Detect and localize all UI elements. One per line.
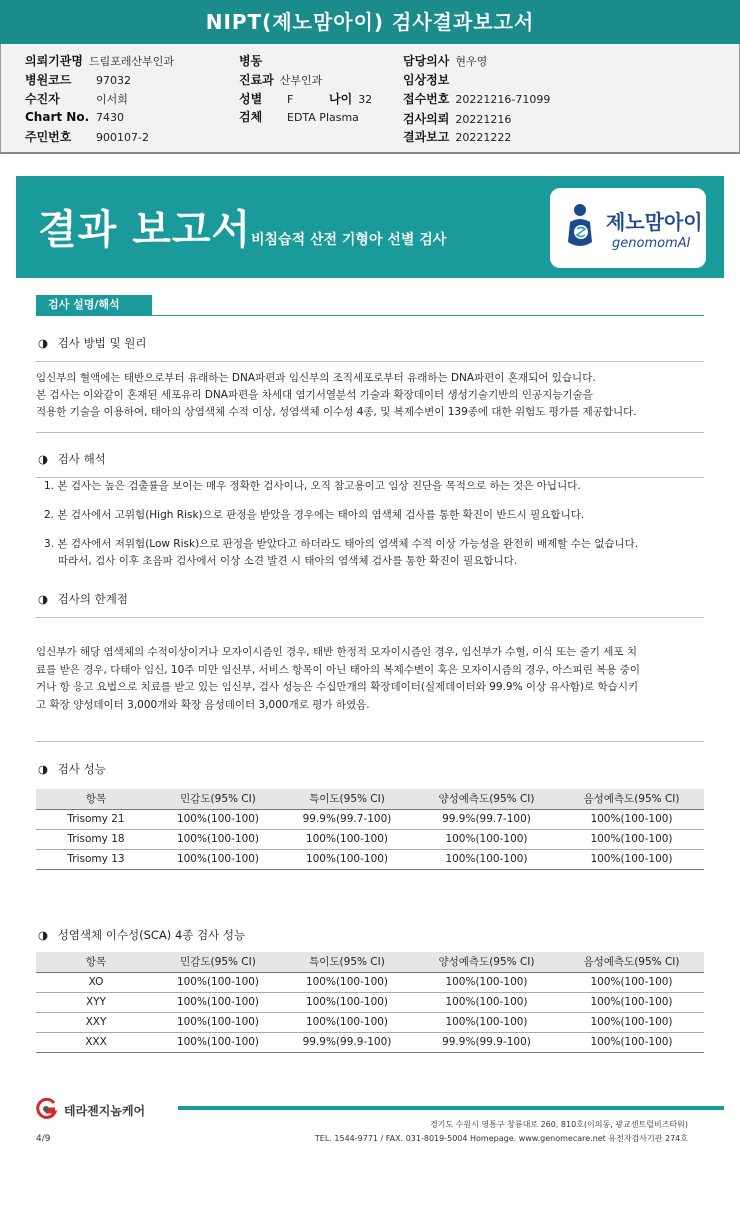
limits-heading-text: 검사의 한계점 [57, 592, 129, 606]
table-cell: 100%(100-100) [156, 1012, 280, 1032]
item-text: 본 검사에서 저위험(Low Risk)으로 판정을 받았다고 하더라도 태아의 염색체 수적 이상 가능성을 완전히 배제할 수는 없습니다. [57, 538, 639, 550]
sca-heading [38, 927, 245, 943]
limits-line: 거나 항 응고 요법으로 치료를 받고 있는 임신부, 검사 성능은 수십만개의 확장데이터(실제데이터와 99.9% 이상 유사함)로 학습시키 [36, 681, 639, 693]
list-item [44, 536, 704, 553]
item-text: 따라서, 검사 이후 초음파 검사에서 이상 소견 발견 시 태아의 염색체 검사를 통한 확진이 필요합니다. [58, 555, 518, 567]
table-header-row [36, 789, 704, 809]
hero-subtitle: 비침습적 산전 기형아 선별 검사 [251, 232, 447, 248]
table-cell: 100%(100-100) [156, 992, 280, 1012]
table-cell: XYY [36, 992, 156, 1012]
table-cell: 99.9%(99.7-100) [280, 809, 414, 829]
sca-heading-text: 성염색체 이수성(SCA) 4종 검사 성능 [57, 928, 246, 942]
logo-text-ko: 제노맘아이 [606, 210, 703, 234]
table-cell: 100%(100-100) [414, 992, 559, 1012]
sex-label: 성별 [239, 92, 263, 106]
limits-heading [38, 591, 128, 607]
column-header: 특이도(95% CI) [280, 952, 414, 972]
interpretation-heading-text: 검사 해석 [57, 452, 106, 466]
ward-field [239, 52, 268, 69]
divider [36, 741, 704, 742]
table-cell: 100%(100-100) [280, 849, 414, 869]
footer-contact: TEL. 1544-9771 / FAX. 031-8019-5004 Homepage. www.genomecare.net 유전자검사기관 274호 [314, 1134, 688, 1143]
performance-heading-text: 검사 성능 [57, 762, 106, 776]
performance-heading [38, 761, 106, 777]
table-cell: XXY [36, 1012, 156, 1032]
column-header: 민감도(95% CI) [156, 789, 280, 809]
resident-no-value: 900107-2 [96, 131, 149, 144]
sex-value: F [287, 93, 294, 106]
list-item-continued [44, 553, 704, 570]
specimen-label: 검체 [239, 110, 263, 124]
table-cell: 100%(100-100) [156, 809, 280, 829]
table-cell: 100%(100-100) [559, 849, 704, 869]
hero-banner [16, 176, 724, 278]
column-header: 음성예측도(95% CI) [559, 952, 704, 972]
method-line: 적용한 기술을 이용하여, 태아의 상염색체 수적 이상, 성염색체 이수성 4종, 및 복제수변이 139종에 대한 위험도 평가를 제공합니다. [36, 406, 637, 418]
ward-label: 병동 [239, 54, 263, 68]
divider [36, 432, 704, 433]
accession-no-value: 20221216-71099 [455, 93, 551, 106]
table-cell: 100%(100-100) [559, 1032, 704, 1052]
interpretation-heading [38, 451, 106, 467]
report-date-label: 결과보고 [403, 130, 450, 144]
institution-field [25, 52, 174, 69]
hospital-code-field [25, 71, 131, 88]
department-label: 진료과 [239, 73, 274, 87]
table-cell: Trisomy 18 [36, 829, 156, 849]
doctor-value: 현우영 [455, 55, 488, 68]
table-cell: XXX [36, 1032, 156, 1052]
age-label: 나이 [329, 92, 353, 106]
column-header: 양성예측도(95% CI) [414, 952, 559, 972]
table-header-row [36, 952, 704, 972]
table-row [36, 972, 704, 992]
table-row [36, 829, 704, 849]
table-cell: 99.9%(99.7-100) [414, 809, 559, 829]
item-number: 2. [44, 509, 55, 521]
table-cell: Trisomy 13 [36, 849, 156, 869]
limits-line: 료를 받은 경우, 다태아 임신, 10주 미만 임신부, 서비스 항목이 아닌 태아의 복제수변이 혹은 모자이시즘의 경우, 아스피린 복용 중이 [36, 663, 641, 676]
mother-baby-icon [564, 202, 600, 252]
table-cell: 100%(100-100) [156, 972, 280, 992]
method-paragraph [36, 370, 704, 421]
column-header: 특이도(95% CI) [280, 789, 414, 809]
list-item [44, 507, 704, 524]
g-logo-icon [34, 1098, 58, 1120]
item-text: 본 검사에서 고위험(High Risk)으로 판정을 받았을 경우에는 태아의 염색체 검사를 통한 확진이 반드시 필요합니다. [57, 509, 585, 521]
table-cell: 99.9%(99.9-100) [414, 1032, 559, 1052]
limits-paragraph [36, 644, 704, 714]
performance-table [36, 789, 704, 870]
limits-line: 임신부가 해당 염색체의 수적이상이거나 모자이시즘인 경우, 태반 한정적 모자이시즘인 경우, 임신부가 수혈, 이식 또는 줄기 세포 치 [36, 646, 637, 658]
table-cell: 100%(100-100) [414, 972, 559, 992]
table-cell: 100%(100-100) [156, 829, 280, 849]
sex-field [239, 90, 293, 107]
chart-no-label: Chart No. [25, 110, 90, 124]
column-header: 민감도(95% CI) [156, 952, 280, 972]
company-logo [34, 1098, 174, 1120]
hospital-code-value: 97032 [96, 74, 131, 87]
method-heading [38, 335, 146, 351]
clinical-info-field [403, 71, 455, 88]
patient-field [25, 90, 128, 107]
patient-value: 이서희 [96, 93, 128, 106]
accession-no-label: 접수번호 [403, 92, 450, 106]
request-date-value: 20221216 [455, 113, 512, 126]
table-cell: 100%(100-100) [280, 972, 414, 992]
table-cell: 100%(100-100) [156, 849, 280, 869]
table-cell: 100%(100-100) [280, 829, 414, 849]
table-row [36, 809, 704, 829]
doctor-field [403, 52, 487, 69]
logo-text-en: genomomAI [612, 236, 691, 251]
specimen-field [239, 108, 359, 125]
age-value: 32 [358, 93, 373, 106]
chart-no-field [25, 110, 124, 124]
clinical-info-label: 임상정보 [403, 73, 450, 87]
column-header: 항목 [36, 789, 156, 809]
table-cell: 100%(100-100) [559, 992, 704, 1012]
table-row [36, 849, 704, 869]
item-number: 3. [44, 538, 55, 550]
brand-logo [550, 188, 706, 268]
table-cell: 100%(100-100) [156, 1032, 280, 1052]
report-title: NIPT(제노맘아이) 검사결과보고서 [0, 0, 740, 44]
method-line: 임신부의 혈액에는 태반으로부터 유래하는 DNA파편과 임신부의 조직세포로부터 유래하는 DNA파편이 혼재되어 있습니다. [36, 372, 596, 384]
table-cell: Trisomy 21 [36, 809, 156, 829]
table-cell: 99.9%(99.9-100) [280, 1032, 414, 1052]
page-number: 4/9 [36, 1134, 51, 1144]
institution-label: 의뢰기관명 [25, 54, 83, 68]
report-date-field [403, 128, 511, 145]
institution-value: 드림포레산부인과 [88, 55, 174, 68]
half-circle-icon: ◑ [38, 928, 49, 942]
column-header: 항목 [36, 952, 156, 972]
limits-line: 고 확장 양성데이터 3,000개와 확장 음성데이터 3,000개로 평가 하였음. [36, 698, 370, 711]
doctor-label: 담당의사 [403, 54, 450, 68]
section-divider [36, 315, 704, 316]
half-circle-icon: ◑ [38, 762, 49, 776]
specimen-value: EDTA Plasma [287, 111, 359, 124]
footer-bar [178, 1106, 724, 1110]
table-cell: 100%(100-100) [414, 829, 559, 849]
column-header: 음성예측도(95% CI) [559, 789, 704, 809]
department-value: 산부인과 [279, 74, 323, 87]
column-header: 양성예측도(95% CI) [414, 789, 559, 809]
table-cell: XO [36, 972, 156, 992]
accession-no-field [403, 90, 550, 107]
request-date-field [403, 110, 511, 127]
table-row [36, 992, 704, 1012]
department-field [239, 71, 322, 88]
table-cell: 100%(100-100) [414, 849, 559, 869]
divider [36, 617, 704, 618]
method-line: 본 검사는 이와같이 혼재된 세포유리 DNA파편을 차세대 염기서열분석 기술과 확장데이터 생성기술기반의 인공지능기술을 [36, 389, 593, 401]
patient-label: 수진자 [25, 92, 60, 106]
sca-performance-table [36, 952, 704, 1053]
report-date-value: 20221222 [455, 131, 512, 144]
table-cell: 100%(100-100) [280, 1012, 414, 1032]
half-circle-icon: ◑ [38, 592, 49, 606]
item-text: 본 검사는 높은 검출률을 보이는 매우 정확한 검사이나, 오직 참고용이고 임상 진단을 목적으로 하는 것은 아닙니다. [57, 480, 581, 492]
table-row [36, 1032, 704, 1052]
section-tab: 검사 설명/해석 [36, 295, 152, 315]
footer-address: 경기도 수원시 영통구 창룡대로 260, 810호(이의동, 광교센트럴비즈타워) [429, 1120, 688, 1129]
table-cell: 100%(100-100) [559, 1012, 704, 1032]
hero-title: 결과 보고서 [38, 207, 252, 253]
chart-no-value: 7430 [96, 111, 124, 124]
table-cell: 100%(100-100) [559, 972, 704, 992]
resident-no-field [25, 128, 149, 145]
request-date-label: 검사의뢰 [403, 112, 450, 126]
hospital-code-label: 병원코드 [25, 73, 72, 87]
method-heading-text: 검사 방법 및 원리 [57, 336, 147, 350]
item-number: 1. [44, 480, 55, 492]
table-cell: 100%(100-100) [559, 809, 704, 829]
table-cell: 100%(100-100) [280, 992, 414, 1012]
half-circle-icon: ◑ [38, 336, 49, 350]
patient-info-panel [0, 44, 740, 154]
table-row [36, 1012, 704, 1032]
company-name: 테라젠지놈케어 [64, 1104, 146, 1118]
resident-no-label: 주민번호 [25, 130, 72, 144]
divider [36, 361, 704, 362]
age-field [329, 90, 372, 107]
table-cell: 100%(100-100) [414, 1012, 559, 1032]
half-circle-icon: ◑ [38, 452, 49, 466]
table-cell: 100%(100-100) [559, 829, 704, 849]
list-item [44, 478, 704, 495]
